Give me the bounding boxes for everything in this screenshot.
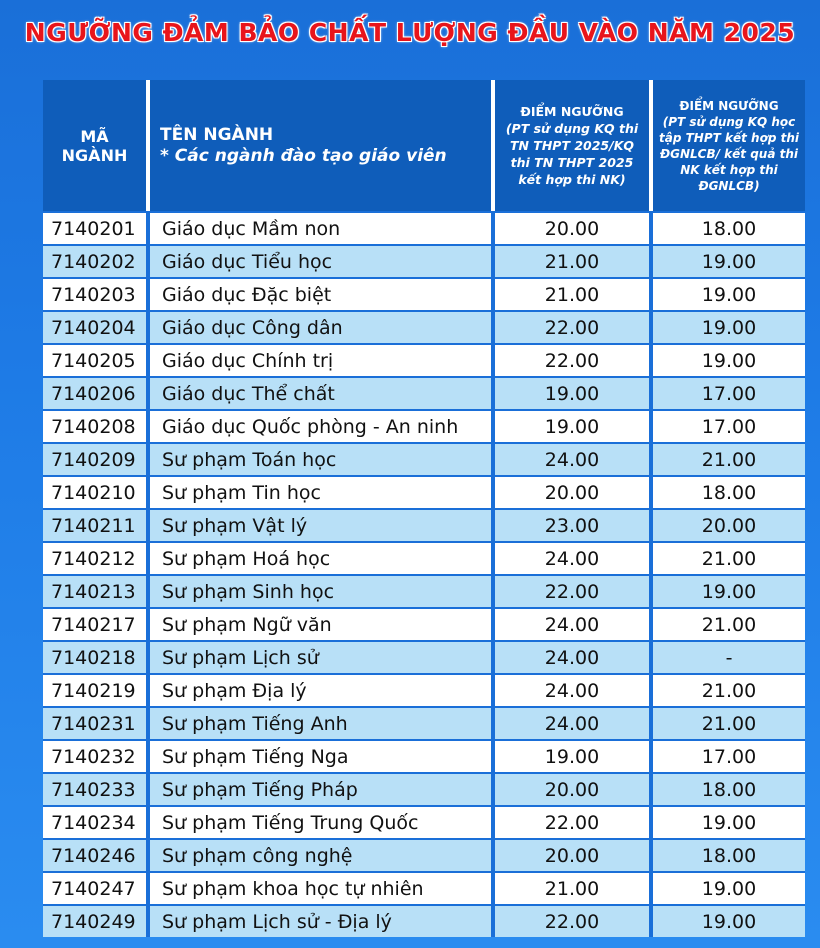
score-exam: 21.00 bbox=[495, 279, 653, 310]
score-record: 21.00 bbox=[653, 609, 805, 640]
major-name: Sư phạm Hoá học bbox=[150, 543, 495, 574]
table-row bbox=[43, 442, 805, 475]
score-record: 21.00 bbox=[653, 543, 805, 574]
table-row bbox=[43, 904, 805, 937]
header-code bbox=[43, 80, 150, 211]
table-row bbox=[43, 475, 805, 508]
table-row bbox=[43, 541, 805, 574]
score-record: 17.00 bbox=[653, 741, 805, 772]
table-row bbox=[43, 310, 805, 343]
major-code: 7140209 bbox=[43, 444, 150, 475]
table-row bbox=[43, 706, 805, 739]
major-code: 7140202 bbox=[43, 246, 150, 277]
major-name: Giáo dục Công dân bbox=[150, 312, 495, 343]
table-body bbox=[43, 211, 805, 937]
major-name: Sư phạm Vật lý bbox=[150, 510, 495, 541]
score-exam: 19.00 bbox=[495, 411, 653, 442]
score-record: 18.00 bbox=[653, 477, 805, 508]
major-code: 7140231 bbox=[43, 708, 150, 739]
score-exam: 20.00 bbox=[495, 477, 653, 508]
score-record: - bbox=[653, 642, 805, 673]
major-code: 7140210 bbox=[43, 477, 150, 508]
header-name bbox=[150, 80, 495, 211]
score-record: 19.00 bbox=[653, 279, 805, 310]
score-exam: 22.00 bbox=[495, 807, 653, 838]
score-exam: 19.00 bbox=[495, 378, 653, 409]
major-name: Giáo dục Thể chất bbox=[150, 378, 495, 409]
header-name-line2: * Các ngành đào tạo giáo viên bbox=[160, 145, 447, 166]
major-code: 7140201 bbox=[43, 213, 150, 244]
major-code: 7140219 bbox=[43, 675, 150, 706]
header-code-line2: NGÀNH bbox=[61, 145, 128, 165]
major-name: Sư phạm khoa học tự nhiên bbox=[150, 873, 495, 904]
score-record: 20.00 bbox=[653, 510, 805, 541]
score-exam: 24.00 bbox=[495, 543, 653, 574]
score-exam: 24.00 bbox=[495, 609, 653, 640]
major-name: Sư phạm Lịch sử - Địa lý bbox=[150, 906, 495, 937]
major-code: 7140213 bbox=[43, 576, 150, 607]
major-name: Giáo dục Chính trị bbox=[150, 345, 495, 376]
score-exam: 19.00 bbox=[495, 741, 653, 772]
header-score2-note: (PT sử dụng KQ học tập THPT kết hợp thi ĐGNLCB/ kết quả thi NK kết hợp thi ĐGNLCB) bbox=[659, 114, 799, 193]
score-record: 19.00 bbox=[653, 807, 805, 838]
score-record: 18.00 bbox=[653, 774, 805, 805]
table-row bbox=[43, 640, 805, 673]
major-code: 7140249 bbox=[43, 906, 150, 937]
score-record: 19.00 bbox=[653, 906, 805, 937]
major-name: Giáo dục Đặc biệt bbox=[150, 279, 495, 310]
table-row bbox=[43, 343, 805, 376]
major-code: 7140208 bbox=[43, 411, 150, 442]
major-code: 7140247 bbox=[43, 873, 150, 904]
major-name: Sư phạm Tiếng Nga bbox=[150, 741, 495, 772]
score-exam: 24.00 bbox=[495, 708, 653, 739]
header-score1 bbox=[495, 80, 653, 211]
major-name: Giáo dục Quốc phòng - An ninh bbox=[150, 411, 495, 442]
major-name: Sư phạm Tiếng Trung Quốc bbox=[150, 807, 495, 838]
major-name: Sư phạm công nghệ bbox=[150, 840, 495, 871]
major-code: 7140205 bbox=[43, 345, 150, 376]
major-name: Sư phạm Toán học bbox=[150, 444, 495, 475]
score-exam: 22.00 bbox=[495, 906, 653, 937]
page-title: NGƯỠNG ĐẢM BẢO CHẤT LƯỢNG ĐẦU VÀO NĂM 2025 bbox=[24, 18, 796, 47]
score-record: 18.00 bbox=[653, 840, 805, 871]
score-record: 19.00 bbox=[653, 246, 805, 277]
table-header bbox=[43, 80, 805, 211]
score-record: 21.00 bbox=[653, 675, 805, 706]
major-code: 7140232 bbox=[43, 741, 150, 772]
header-score2-title: ĐIỂM NGƯỠNG bbox=[679, 98, 779, 113]
score-exam: 20.00 bbox=[495, 774, 653, 805]
header-code-line1: MÃ bbox=[80, 126, 109, 146]
threshold-table bbox=[43, 80, 805, 937]
major-name: Sư phạm Tiếng Anh bbox=[150, 708, 495, 739]
score-exam: 21.00 bbox=[495, 246, 653, 277]
table-row bbox=[43, 574, 805, 607]
table-row bbox=[43, 244, 805, 277]
table-row bbox=[43, 277, 805, 310]
major-name: Sư phạm Tin học bbox=[150, 477, 495, 508]
major-name: Sư phạm Ngữ văn bbox=[150, 609, 495, 640]
score-exam: 24.00 bbox=[495, 675, 653, 706]
major-code: 7140203 bbox=[43, 279, 150, 310]
table-row bbox=[43, 376, 805, 409]
score-exam: 20.00 bbox=[495, 840, 653, 871]
header-name-line1: TÊN NGÀNH bbox=[160, 124, 274, 145]
score-record: 19.00 bbox=[653, 576, 805, 607]
major-code: 7140204 bbox=[43, 312, 150, 343]
major-name: Giáo dục Mầm non bbox=[150, 213, 495, 244]
major-name: Sư phạm Địa lý bbox=[150, 675, 495, 706]
score-record: 21.00 bbox=[653, 708, 805, 739]
score-record: 17.00 bbox=[653, 378, 805, 409]
score-record: 18.00 bbox=[653, 213, 805, 244]
header-score1-note: (PT sử dụng KQ thi TN THPT 2025/KQ thi TN THPT 2025 kết hợp thi NK) bbox=[505, 121, 639, 187]
score-record: 17.00 bbox=[653, 411, 805, 442]
major-name: Sư phạm Lịch sử bbox=[150, 642, 495, 673]
major-code: 7140218 bbox=[43, 642, 150, 673]
table-row bbox=[43, 739, 805, 772]
score-exam: 24.00 bbox=[495, 444, 653, 475]
major-code: 7140206 bbox=[43, 378, 150, 409]
header-score2 bbox=[653, 80, 805, 211]
score-exam: 22.00 bbox=[495, 312, 653, 343]
score-record: 19.00 bbox=[653, 873, 805, 904]
score-record: 19.00 bbox=[653, 345, 805, 376]
score-exam: 20.00 bbox=[495, 213, 653, 244]
score-exam: 21.00 bbox=[495, 873, 653, 904]
table-row bbox=[43, 211, 805, 244]
major-code: 7140246 bbox=[43, 840, 150, 871]
table-row bbox=[43, 871, 805, 904]
score-record: 21.00 bbox=[653, 444, 805, 475]
header-score1-title: ĐIỂM NGƯỠNG bbox=[520, 104, 624, 119]
score-exam: 24.00 bbox=[495, 642, 653, 673]
major-code: 7140234 bbox=[43, 807, 150, 838]
table-row bbox=[43, 508, 805, 541]
major-name: Sư phạm Sinh học bbox=[150, 576, 495, 607]
major-name: Giáo dục Tiểu học bbox=[150, 246, 495, 277]
score-exam: 23.00 bbox=[495, 510, 653, 541]
table-row bbox=[43, 805, 805, 838]
major-code: 7140211 bbox=[43, 510, 150, 541]
score-exam: 22.00 bbox=[495, 576, 653, 607]
major-name: Sư phạm Tiếng Pháp bbox=[150, 774, 495, 805]
table-row bbox=[43, 772, 805, 805]
major-code: 7140233 bbox=[43, 774, 150, 805]
major-code: 7140212 bbox=[43, 543, 150, 574]
table-row bbox=[43, 838, 805, 871]
score-exam: 22.00 bbox=[495, 345, 653, 376]
score-record: 19.00 bbox=[653, 312, 805, 343]
major-code: 7140217 bbox=[43, 609, 150, 640]
table-row bbox=[43, 607, 805, 640]
table-row bbox=[43, 673, 805, 706]
table-row bbox=[43, 409, 805, 442]
